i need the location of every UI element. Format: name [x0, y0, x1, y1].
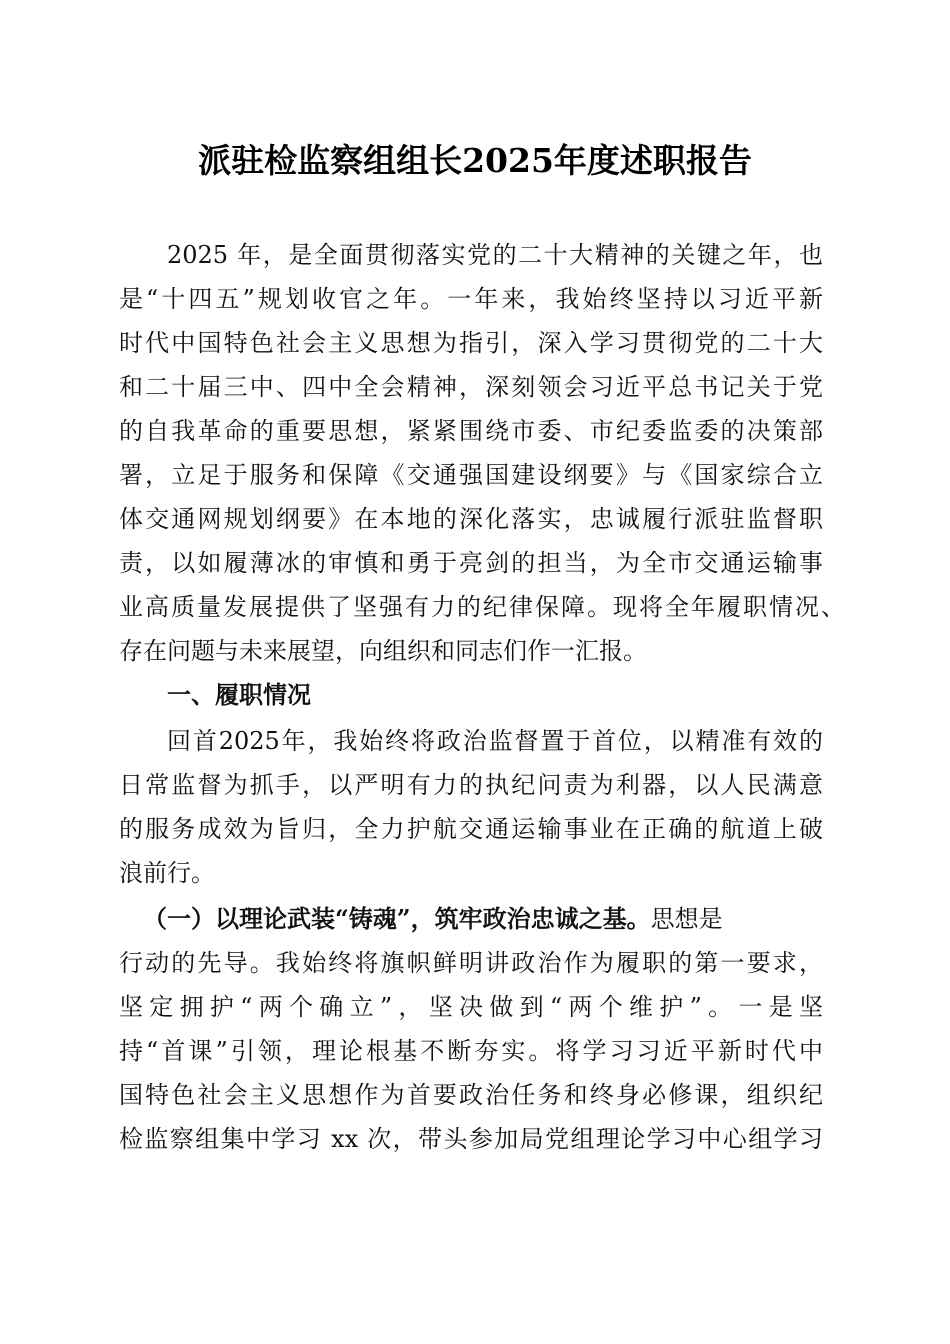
paragraph-line: 业高质量发展提供了坚强有力的纪律保障。现将全年履职情况、 [119, 593, 845, 621]
paragraph-line: 署，立足于服务和保障《交通强国建设纲要》与《国家综合立 [119, 461, 823, 489]
subsection-heading: （一）以理论武装“铸魂”，筑牢政治忠诚之基。 [143, 904, 651, 933]
paragraph-line: 回首2025年，我始终将政治监督置于首位，以精准有效的 [167, 727, 823, 755]
paragraph-line: 行动的先导。我始终将旗帜鲜明讲政治作为履职的第一要求， [119, 949, 823, 977]
paragraph-line: 存在问题与未来展望，向组织和同志们作一汇报。 [119, 637, 647, 665]
paragraph-line: 2025 年，是全面贯彻落实党的二十大精神的关键之年，也 [167, 241, 823, 269]
paragraph-line: 国特色社会主义思想作为首要政治任务和终身必修课，组织纪 [119, 1081, 823, 1109]
paragraph-line: 日常监督为抓手，以严明有力的执纪问责为利器，以人民满意 [119, 771, 823, 799]
paragraph-line: 检监察组集中学习 xx 次，带头参加局党组理论学习中心组学习 [119, 1125, 823, 1153]
paragraph-line: 是“十四五”规划收官之年。一年来，我始终坚持以习近平新 [119, 285, 823, 313]
section-heading: 一、履职情况 [167, 680, 311, 709]
paragraph-line: 责，以如履薄冰的审慎和勇于亮剑的担当，为全市交通运输事 [119, 549, 823, 577]
paragraph-line: 的自我革命的重要思想，紧紧围绕市委、市纪委监委的决策部 [119, 417, 823, 445]
document-title: 派驻检监察组组长2025年度述职报告 [198, 141, 752, 180]
paragraph-line: 和二十届三中、四中全会精神，深刻领会习近平总书记关于党 [119, 373, 823, 401]
subsection-text: 思想是 [650, 905, 723, 933]
paragraph-line: 体交通网规划纲要》在本地的深化落实，忠诚履行派驻监督职 [119, 505, 823, 533]
paragraph-line: 的服务成效为旨归，全力护航交通运输事业在正确的航道上破 [119, 815, 823, 843]
paragraph-line: 坚定拥护“两个确立”，坚决做到“两个维护”。一是坚 [119, 993, 823, 1021]
subsection-line [143, 897, 849, 941]
paragraph-line: 时代中国特色社会主义思想为指引，深入学习贯彻党的二十大 [119, 329, 823, 357]
paragraph-line: 持“首课”引领，理论根基不断夯实。将学习习近平新时代中 [119, 1037, 823, 1065]
paragraph-line: 浪前行。 [119, 859, 215, 887]
